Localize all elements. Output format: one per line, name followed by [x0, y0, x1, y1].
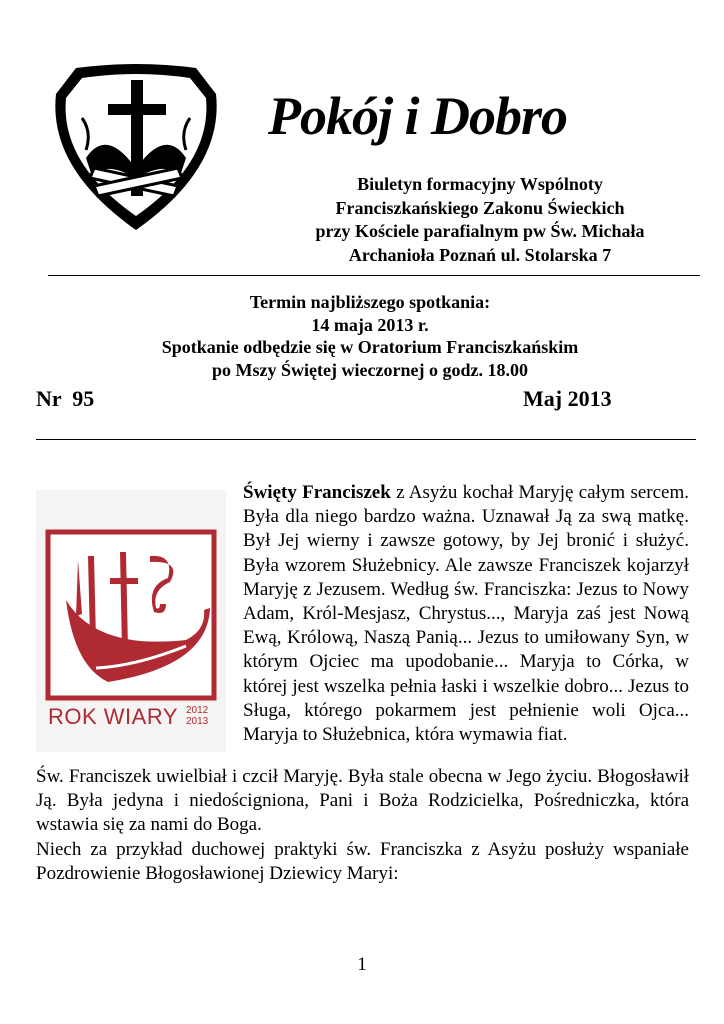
emblem-year-start: 2012 [186, 705, 209, 716]
year-of-faith-emblem [36, 490, 226, 752]
emblem-label: ROK WIARY [48, 704, 179, 729]
subtitle-line: Archanioła Poznań ul. Stolarska 7 [348, 244, 612, 265]
article-paragraph-2: Św. Franciszek uwielbiał i czcił Maryję. Była stale obecna w Jego życiu. Błogosławił Ją. Była jedyna i niedościgniona, Pani i Boża Rodzicielka, Pośredniczka, która wstawia się za nami do Boga. [36, 766, 689, 836]
masthead-title: Pokój i Dobro [268, 86, 568, 146]
subtitle-line: przy Kościele parafialnym pw Św. Michała [315, 221, 645, 241]
meeting-line: Termin najbliższego spotkania: [249, 292, 491, 312]
emblem-year-end: 2013 [186, 716, 209, 727]
article-paragraph-1-text: z Asyżu kochał Maryję całym sercem. Była dla niego bardzo ważna. Uznawał Ją za swą matkę. Był Jej wierny i zawsze gotowy, by Jej bronić i służyć. Była wzorem Służebnicy. Ale zawsze Franciszek kojarzył Maryję z Jezusem. Według św. Franciszka: Jezus to Nowy Adam, Król-Mesjasz, Chrystus..., Maryja zaś jest Nową Ewą, Królową, Naszą Panią... Jezus to umiłowany Syn, w którym Ojciec ma upodobanie... Maryja to Córka, w której jest wszelka pełnia łaski i wszelkie dobro... Jezus to Sługa, którego pokarmem jest pełnienie woli Ojca... Maryja to Służebnica, która wymawia fiat. [243, 482, 689, 746]
page-number: 1 [357, 954, 367, 975]
article-paragraph-1 [243, 481, 689, 747]
meeting-line: 14 maja 2013 r. [311, 314, 429, 335]
header-divider [48, 275, 700, 276]
meeting-line: Spotkanie odbędzie się w Oratorium Franciszkańskim [161, 337, 579, 357]
section-divider [36, 439, 696, 440]
meeting-line: po Mszy Świętej wieczornej o godz. 18.00 [212, 359, 528, 380]
issue-number: Nr 95 [36, 386, 95, 411]
article-lead-bold: Święty Franciszek [243, 482, 391, 503]
franciscan-cross-crest-icon [46, 58, 226, 236]
subtitle-line: Biuletyn formacyjny Wspólnoty [357, 174, 603, 194]
article-paragraph-3: Niech za przykład duchowej praktyki św. Franciszka z Asyżu posłuży wspaniałe Pozdrowienie Błogosławionej Dziewicy Maryi: [36, 839, 689, 885]
meeting-announcement [70, 291, 670, 381]
issue-date: Maj 2013 [523, 386, 612, 411]
masthead-subtitle [260, 173, 700, 267]
subtitle-line: Franciszkańskiego Zakonu Świeckich [335, 197, 625, 218]
franciscan-crest-logo [46, 58, 226, 236]
